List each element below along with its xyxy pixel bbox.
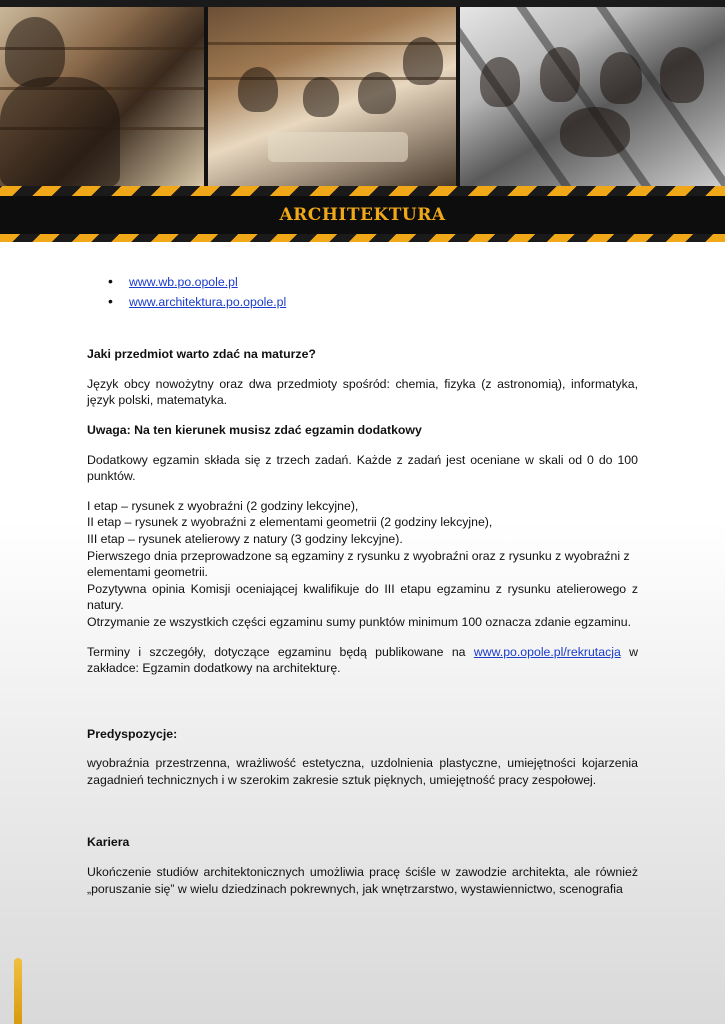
exam-terms-before: Terminy i szczegóły, dotyczące egzaminu będą publikowane na bbox=[87, 644, 466, 659]
exam-stages bbox=[87, 498, 638, 631]
link-architektura[interactable]: www.architektura.po.opole.pl bbox=[129, 294, 287, 309]
header-photo-strip bbox=[0, 7, 725, 187]
list-item bbox=[87, 274, 638, 291]
career-text: Ukończenie studiów architektonicznych umożliwia pracę ściśle w zawodzie architekta, ale również „poruszanie się” w wielu dziedzinach pokrewnych, jak wnętrzarstwo, wystawiennictwo, scenografia bbox=[87, 865, 638, 896]
exam-stage-line: Pierwszego dnia przeprowadzone są egzaminy z rysunku z wyobraźni oraz z rysunku z wyobraźni z elementami geometrii. bbox=[87, 548, 630, 580]
link-rekrutacja[interactable]: www.po.opole.pl/rekrutacja bbox=[473, 644, 621, 659]
page-title: ARCHITEKTURA bbox=[279, 205, 446, 225]
list-item bbox=[87, 294, 638, 311]
link-wb[interactable]: www.wb.po.opole.pl bbox=[129, 275, 238, 289]
hazard-stripe-bottom bbox=[0, 234, 725, 242]
predispositions-text: wyobraźnia przestrzenna, wrażliwość estetyczna, uzdolnienia plastyczne, umiejętności kojarzenia zagadnień technicznych i w szerokim zakresie sztuk pięknych, umiejętność pracy zespołowej. bbox=[87, 756, 638, 787]
photo-student-library bbox=[0, 7, 204, 187]
exam-stage-line: II etap – rysunek z wyobraźni z elementami geometrii (2 godziny lekcyjne), bbox=[87, 515, 493, 530]
exam-warning: Uwaga: Na ten kierunek musisz zdać egzamin dodatkowy bbox=[87, 422, 422, 437]
matura-text: Język obcy nowożytny oraz dwa przedmioty spośród: chemia, fizyka (z astronomią), informatyka, język polski, matematyka. bbox=[87, 376, 638, 408]
photo-students-studying bbox=[208, 7, 457, 187]
exam-terms bbox=[87, 644, 638, 677]
exam-stage-line: I etap – rysunek z wyobraźni (2 godziny lekcyjne), bbox=[87, 498, 359, 513]
top-strip bbox=[0, 0, 725, 7]
link-list bbox=[87, 274, 638, 310]
hazard-stripe-top bbox=[0, 186, 725, 196]
exam-stage-line: Pozytywna opinia Komisji oceniającej kwalifikuje do III etapu egzaminu z rysunku atelierowego z natury. bbox=[87, 581, 638, 613]
matura-heading: Jaki przedmiot warto zdać na maturze? bbox=[87, 347, 316, 362]
exam-stage-line: III etap – rysunek atelierowy z natury (3 godziny lekcyjne). bbox=[87, 531, 403, 546]
exam-intro: Dodatkowy egzamin składa się z trzech zadań. Każde z zadań jest oceniane w skali od 0 do 100 punktów. bbox=[87, 452, 638, 484]
side-accent-bar bbox=[14, 958, 22, 1024]
career-heading: Kariera bbox=[87, 835, 130, 850]
main-content bbox=[87, 274, 638, 910]
title-banner bbox=[0, 196, 725, 234]
photo-students-group bbox=[460, 7, 725, 187]
exam-terms-after: w zakładce: Egzamin dodatkowy na architekturę. bbox=[87, 644, 638, 676]
exam-stage-line: Otrzymanie ze wszystkich części egzaminu sumy punktów minimum 100 oznacza zdanie egzaminu. bbox=[87, 614, 632, 629]
predispositions-heading: Predyspozycje: bbox=[87, 726, 178, 741]
